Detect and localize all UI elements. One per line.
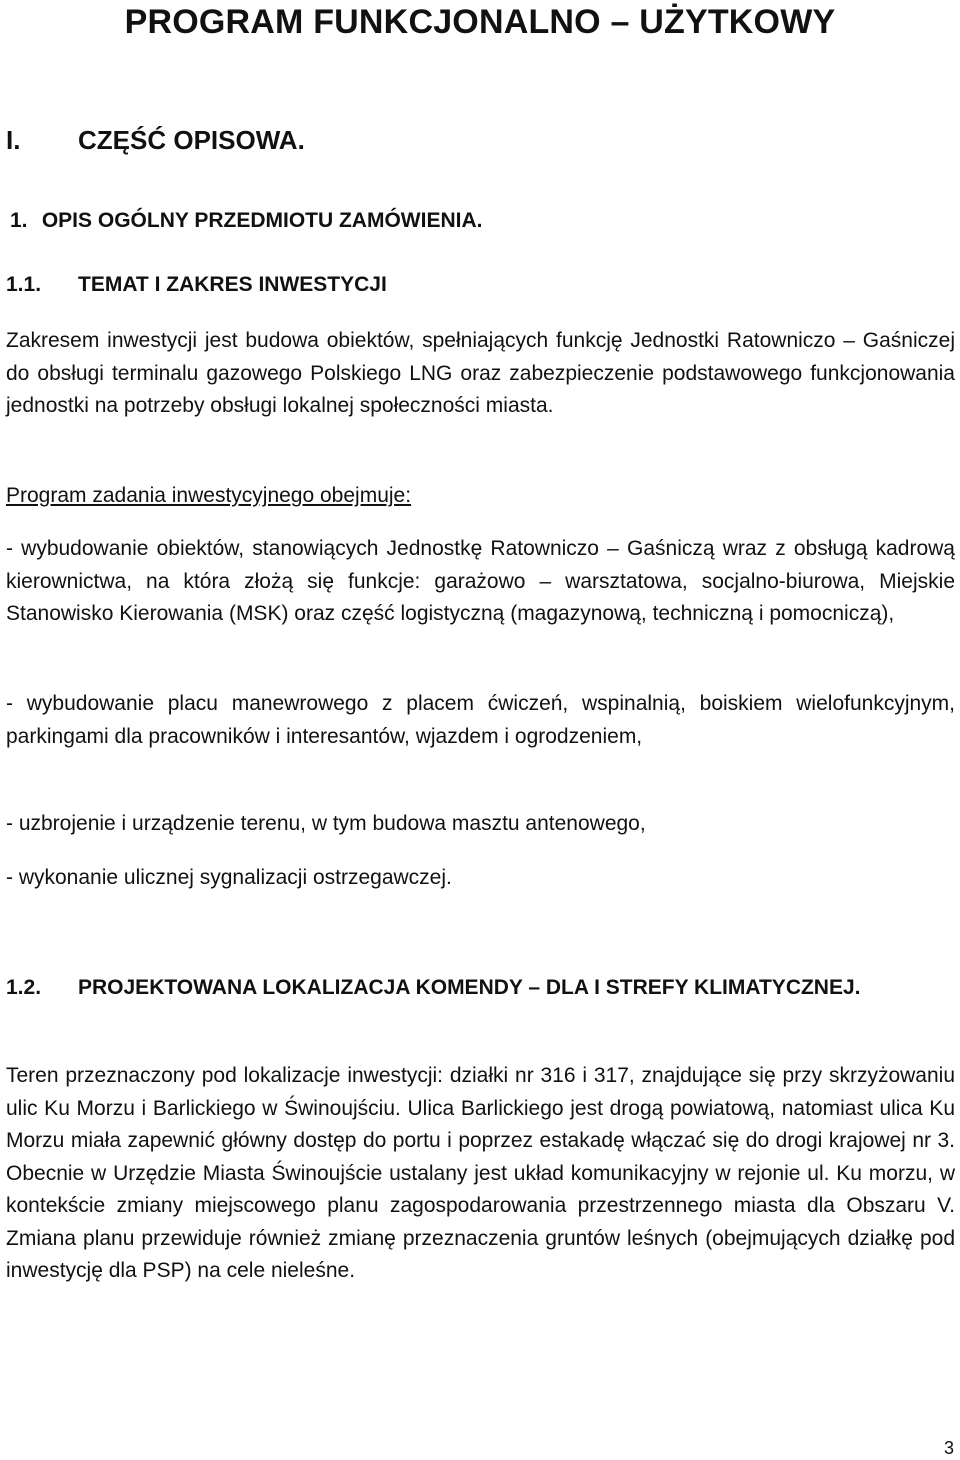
list-item-utilities: - uzbrojenie i urządzenie terenu, w tym budowa masztu antenowego, bbox=[6, 812, 646, 835]
subsection-label: PROJEKTOWANA LOKALIZACJA KOMENDY – DLA I STREFY KLIMATYCZNEJ. bbox=[78, 976, 861, 999]
list-item-signals: - wykonanie ulicznej sygnalizacji ostrzegawczej. bbox=[6, 866, 452, 889]
part-label: CZĘŚĆ OPISOWA. bbox=[78, 125, 305, 155]
section-number: 1. bbox=[10, 209, 28, 232]
intro-paragraph: Zakresem inwestycji jest budowa obiektów, spełniających funkcję Jednostki Ratowniczo – Gaśniczej do obsługi terminalu gazowego Polskiego LNG oraz zabezpieczenie podstawowego funkcjonowania jednostki na potrzeby obsługi lokalnej społeczności miasta. bbox=[6, 329, 955, 417]
section-heading bbox=[6, 208, 482, 234]
subsection-heading-1-1 bbox=[6, 272, 387, 298]
location-paragraph: Teren przeznaczony pod lokalizacje inwestycji: działki nr 316 i 317, znajdujące się przy skrzyżowaniu ulic Ku Morzu i Barlickiego w Świnoujściu. Ulica Barlickiego jest drogą powiatową, natomiast ulica Ku Morzu miała zapewnić główny dostęp do portu i poprzez estakadę włączać się do drogi krajowej nr 3. Obecnie w Urzędzie Miasta Świnoujście ustalany jest układ komunikacyjny w rejonie ul. Ku morzu, w kontekście zmiany miejscowego planu zagospodarowania przestrzennego miasta dla Obszaru V. Zmiana planu przewiduje również zmianę przeznaczenia gruntów leśnych (obejmujących działkę pod inwestycję dla PSP) na cele nieleśne. bbox=[6, 1064, 955, 1282]
subsection-label: TEMAT I ZAKRES INWESTYCJI bbox=[78, 273, 387, 296]
part-number: I. bbox=[6, 125, 21, 155]
section-label: OPIS OGÓLNY PRZEDMIOTU ZAMÓWIENIA. bbox=[41, 209, 483, 232]
program-heading bbox=[6, 480, 955, 513]
document-title: PROGRAM FUNKCJONALNO – UŻYTKOWY bbox=[124, 3, 836, 41]
subsection-number: 1.2. bbox=[6, 976, 42, 999]
subsection-number: 1.1. bbox=[6, 273, 42, 296]
page-number: 3 bbox=[943, 1438, 954, 1458]
program-heading-text: Program zadania inwestycyjnego obejmuje: bbox=[6, 484, 412, 507]
list-item-buildings: - wybudowanie obiektów, stanowiących Jednostkę Ratowniczo – Gaśniczą wraz z obsługą kadrową kierownictwa, na która złożą się funkcje: garażowo – warsztatowa, socjalno-biurowa, Miejskie Stanowisko Kierowania (MSK) oraz część logistyczną (magazynową, techniczną i pomocniczą), bbox=[6, 537, 955, 625]
part-heading bbox=[6, 124, 305, 156]
subsection-heading-1-2 bbox=[6, 972, 955, 1003]
list-item-yard: - wybudowanie placu manewrowego z placem ćwiczeń, wspinalnią, boiskiem wielofunkcyjnym, parkingami dla pracowników i interesantów, wjazdem i ogrodzeniem, bbox=[6, 692, 955, 748]
